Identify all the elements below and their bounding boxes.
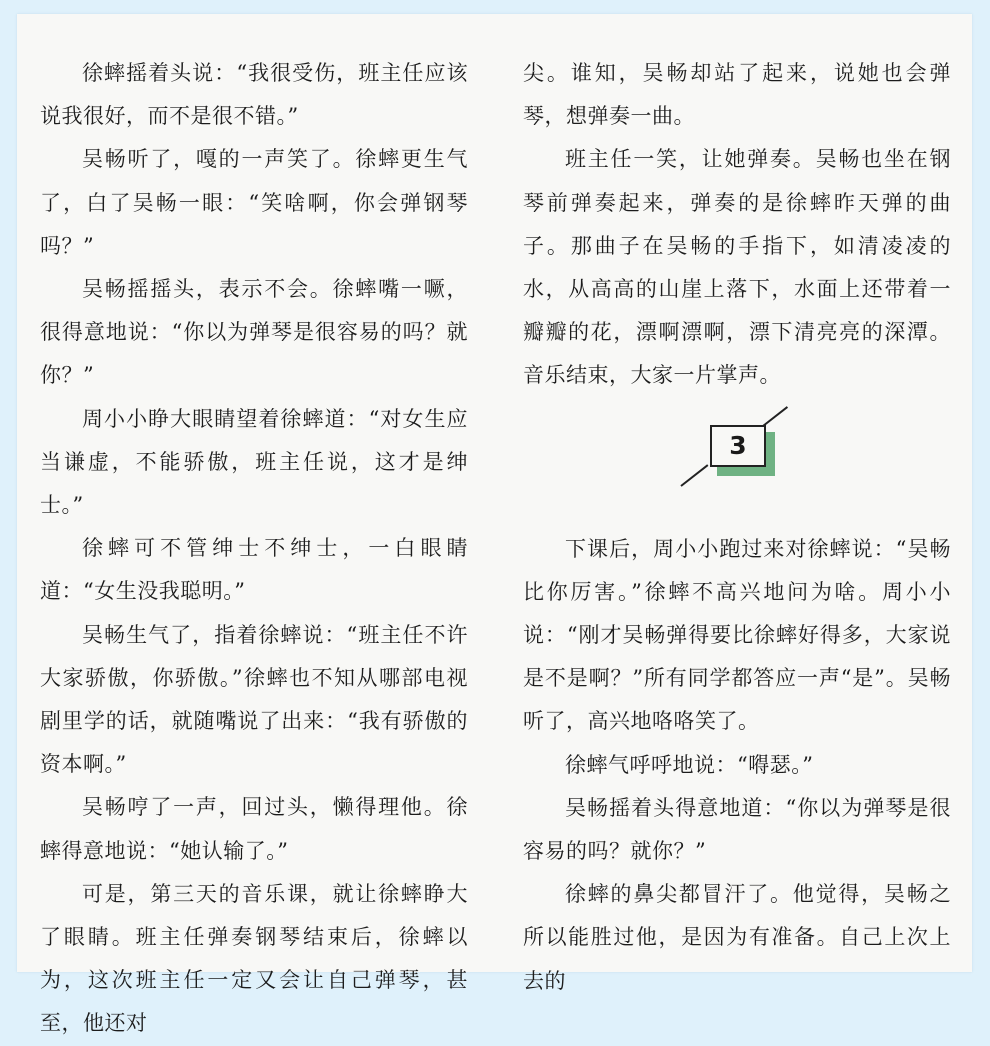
section-number-box xyxy=(710,425,766,467)
section-number: 3 xyxy=(729,431,747,461)
section-marker xyxy=(523,398,951,528)
paragraph: 徐蟀摇着头说：“我很受伤，班主任应该说我很好，而不是很不错。” xyxy=(40,61,468,129)
paragraph: 徐蟀可不管绅士不绅士，一白眼睛道：“女生没我聪明。” xyxy=(40,536,468,604)
paragraph-continued: 尖。谁知，吴畅却站了起来，说她也会弹琴，想弹奏一曲。 xyxy=(523,61,951,129)
left-column xyxy=(40,52,468,1046)
paragraph: 可是，第三天的音乐课，就让徐蟀睁大了眼睛。班主任弹奏钢琴结束后，徐蟀以为，这次班主任一定又会让自己弹琴，甚至，他还对 xyxy=(40,881,468,1036)
book-page xyxy=(17,14,972,1036)
paragraph: 吴畅生气了，指着徐蟀说：“班主任不许大家骄傲，你骄傲。”徐蟀也不知从哪部电视剧里学的话，就随嘴说了出来：“我有骄傲的资本啊。” xyxy=(40,622,468,777)
paragraph: 班主任一笑，让她弹奏。吴畅也坐在钢琴前弹奏起来，弹奏的是徐蟀昨天弹的曲子。那曲子在吴畅的手指下，如清凌凌的水，从高高的山崖上落下，水面上还带着一瓣瓣的花，漂啊漂啊，漂下清亮亮的深潭。音乐结束，大家一片掌声。 xyxy=(523,147,951,388)
paragraph: 徐蟀气呼呼地说：“嘚瑟。” xyxy=(565,752,814,777)
paragraph: 徐蟀的鼻尖都冒汗了。他觉得，吴畅之所以能胜过他，是因为有准备。自己上次上去的 xyxy=(523,882,951,993)
paragraph: 吴畅哼了一声，回过头，懒得理他。徐蟀得意地说：“她认输了。” xyxy=(40,795,468,863)
paragraph: 吴畅听了，嘎的一声笑了。徐蟀更生气了，白了吴畅一眼：“笑啥啊，你会弹钢琴吗？” xyxy=(40,147,468,258)
paragraph: 下课后，周小小跑过来对徐蟀说：“吴畅比你厉害。”徐蟀不高兴地问为啥。周小小说：“刚才吴畅弹得要比徐蟀好得多，大家说是不是啊？”所有同学都答应一声“是”。吴畅听了，高兴地咯咯笑了。 xyxy=(523,536,951,734)
paragraph: 周小小睁大眼睛望着徐蟀道：“对女生应当谦虚，不能骄傲，班主任说，这才是绅士。” xyxy=(40,406,468,518)
section-marker-line-top xyxy=(762,406,788,427)
paragraph: 吴畅摇摇头，表示不会。徐蟀嘴一噘，很得意地说：“你以为弹琴是很容易的吗？就你？” xyxy=(40,277,468,388)
right-column xyxy=(523,52,951,1003)
section-marker-line-bottom xyxy=(680,464,708,487)
paragraph: 吴畅摇着头得意地道：“你以为弹琴是很容易的吗？就你？” xyxy=(523,795,951,864)
